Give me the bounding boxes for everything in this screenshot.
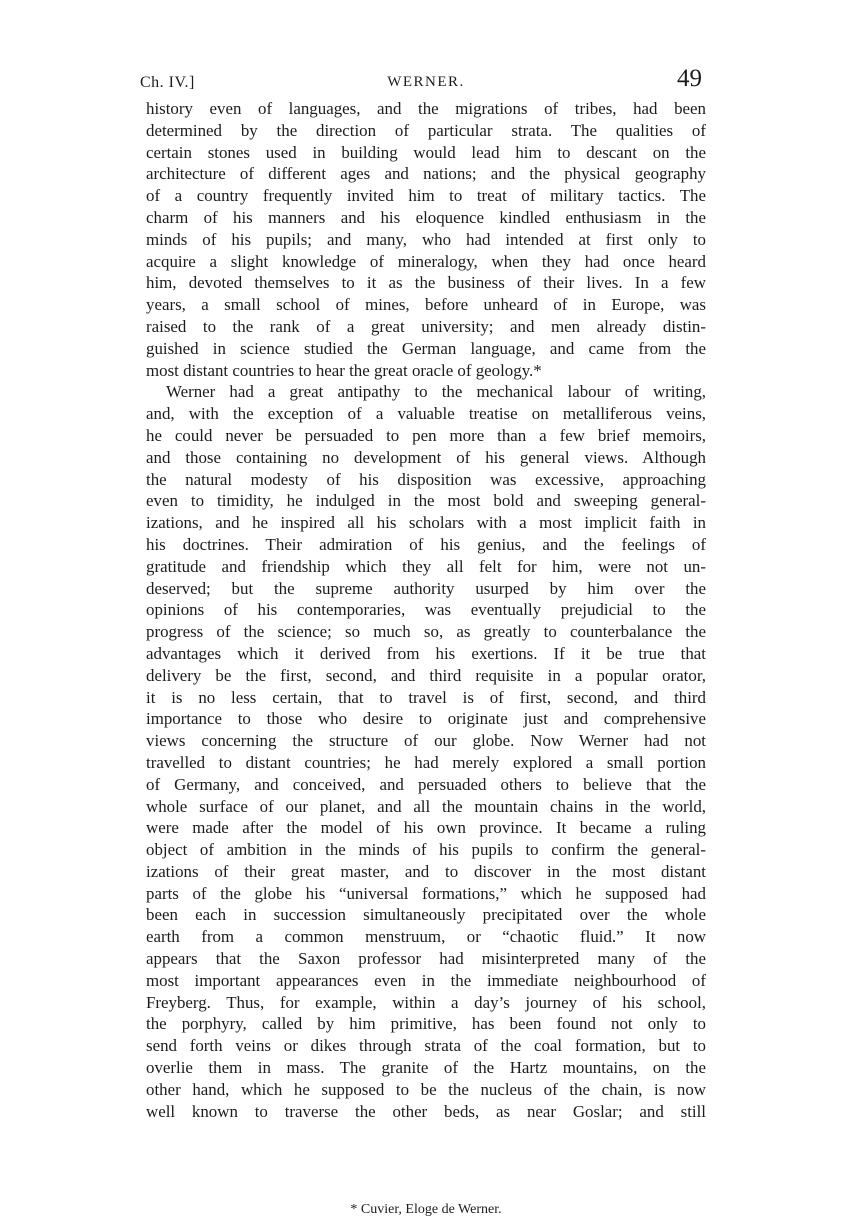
text-line: certain stones used in building would lead him to descant on the (146, 142, 706, 162)
text-line: whole surface of our planet, and all the mountain chains in the world, (146, 796, 706, 816)
text-line: importance to those who desire to originate just and comprehensive (146, 709, 706, 729)
text-line: most distant countries to hear the great oracle of geology.* (146, 360, 542, 380)
text-line: the porphyry, called by him primitive, has been found not only to (146, 1014, 706, 1034)
running-title: WERNER. (387, 74, 465, 90)
text-line: acquire a slight knowledge of mineralogy, when they had once heard (146, 251, 706, 271)
paragraph (146, 98, 706, 381)
text-line: progress of the science; so much so, as greatly to counterbalance the (146, 622, 706, 642)
text-line: overlie them in mass. The granite of the Hartz mountains, on the (146, 1058, 706, 1078)
text-line: it is no less certain, that to travel is of first, second, and third (146, 687, 706, 707)
text-line: history even of languages, and the migrations of tribes, had been (146, 99, 706, 118)
text-line: were made after the model of his own province. It became a ruling (146, 818, 706, 838)
body-text (146, 98, 706, 1122)
text-line: and those containing no development of his general views. Although (146, 447, 706, 467)
text-line: he could never be persuaded to pen more than a few brief memoirs, (146, 425, 706, 445)
text-line: him, devoted themselves to it as the business of their lives. In a few (146, 273, 706, 293)
paragraph (146, 381, 706, 1122)
text-line: appears that the Saxon professor had misinterpreted many of the (146, 949, 706, 969)
text-line: views concerning the structure of our globe. Now Werner had not (146, 731, 706, 751)
text-line: deserved; but the supreme authority usurped by him over the (146, 578, 706, 598)
text-line: even to timidity, he indulged in the most bold and sweeping general- (146, 491, 706, 511)
page-number: 49 (677, 65, 702, 92)
text-line: and, with the exception of a valuable treatise on metalliferous veins, (146, 404, 706, 424)
text-line: of Germany, and conceived, and persuaded others to believe that the (146, 774, 706, 794)
text-line: determined by the direction of particular strata. The qualities of (146, 120, 706, 140)
text-line: guished in science studied the German language, and came from the (146, 338, 706, 358)
text-line: raised to the rank of a great university; and men already distin- (146, 316, 706, 336)
footnote: * Cuvier, Eloge de Werner. (350, 1202, 502, 1217)
text-line: minds of his pupils; and many, who had intended at first only to (146, 229, 706, 249)
text-line: years, a small school of mines, before unheard of in Europe, was (146, 295, 706, 315)
text-line: charm of his manners and his eloquence kindled enthusiasm in the (146, 207, 706, 227)
text-line: been each in succession simultaneously precipitated over the whole (146, 905, 706, 925)
text-line: object of ambition in the minds of his pupils to confirm the general- (146, 840, 706, 860)
chapter-reference: Ch. IV.] (140, 74, 195, 91)
text-line: most important appearances even in the immediate neighbourhood of (146, 970, 706, 990)
text-line: earth from a common menstruum, or “chaotic fluid.” It now (146, 927, 706, 947)
text-line: the natural modesty of his disposition was excessive, approaching (146, 469, 706, 489)
text-line: Freyberg. Thus, for example, within a day’s journey of his school, (146, 992, 706, 1012)
text-line: send forth veins or dikes through strata of the coal formation, but to (146, 1036, 706, 1056)
text-line: Werner had a great antipathy to the mechanical labour of writing, (166, 382, 706, 402)
text-line: well known to traverse the other beds, as near Goslar; and still (146, 1101, 706, 1121)
text-line: opinions of his contemporaries, was eventually prejudicial to the (146, 600, 706, 620)
text-line: gratitude and friendship which they all felt for him, were not un- (146, 556, 706, 576)
text-line: delivery be the first, second, and third requisite in a popular orator, (146, 665, 706, 685)
book-page (140, 62, 706, 1217)
text-line: other hand, which he supposed to be the nucleus of the chain, is now (146, 1079, 706, 1099)
text-line: izations, and he inspired all his scholars with a most implicit faith in (146, 513, 706, 533)
text-line: architecture of different ages and nations; and the physical geography (146, 164, 706, 184)
text-line: his doctrines. Their admiration of his genius, and the feelings of (146, 534, 706, 554)
text-line: parts of the globe his “universal formations,” which he supposed had (146, 883, 706, 903)
text-line: advantages which it derived from his exertions. If it be true that (146, 643, 706, 663)
running-head (140, 62, 706, 98)
text-line: of a country frequently invited him to treat of military tactics. The (146, 186, 706, 206)
text-line: izations of their great master, and to discover in the most distant (146, 861, 706, 881)
text-line: travelled to distant countries; he had merely explored a small portion (146, 752, 706, 772)
